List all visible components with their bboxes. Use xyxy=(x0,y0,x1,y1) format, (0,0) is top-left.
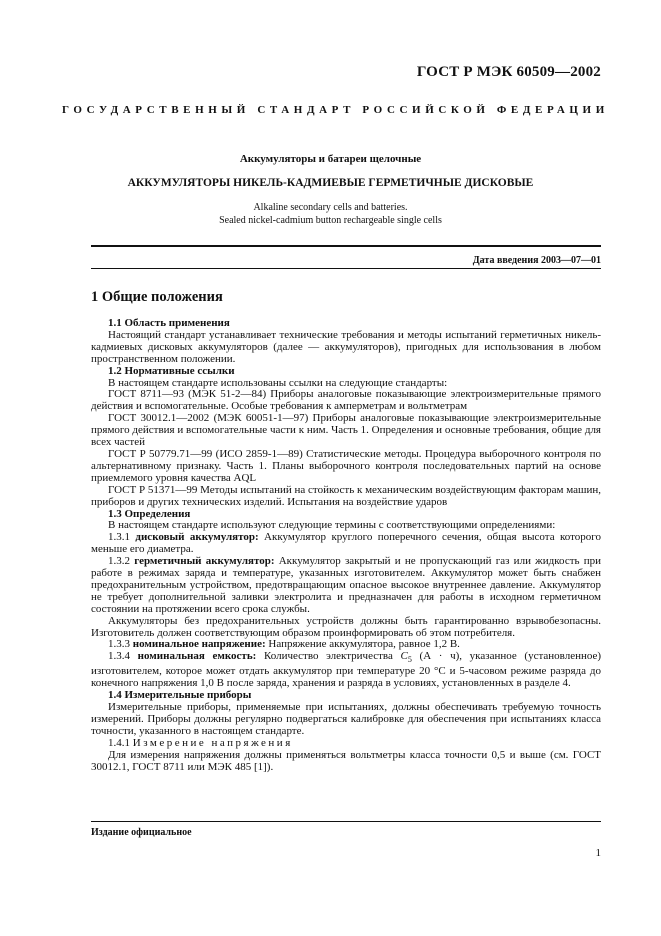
definition-text: Аккумулятор круглого поперечного сечения, общая высота которого меньше его диаметра. xyxy=(91,531,602,556)
date-divider xyxy=(91,268,601,269)
definition-text: Количество электричества xyxy=(263,650,393,663)
standard-number: ГОСТ Р МЭК 60509—2002 xyxy=(416,64,601,80)
english-title xyxy=(0,202,661,227)
subsection-heading-1-2: 1.2 Нормативные ссылки xyxy=(108,364,235,377)
section-heading: 1 Общие положения xyxy=(91,289,223,305)
capacity-subscript: 5 xyxy=(407,655,412,665)
english-title-line-2: Sealed nickel-cadmium button rechargeable single cells xyxy=(219,214,442,226)
definition-term: дисковый аккумулятор: xyxy=(135,531,259,544)
definition-number: 1.3.3 xyxy=(108,638,130,651)
reference-item: ГОСТ Р 50779.71—99 (ИСО 2859-1—89) Статистические методы. Процедура выборочного контроля по альтернативному признаку. Часть 1. Планы выборочного контроля последовательных партий на основе приемлемого уровня качества AQL xyxy=(91,447,601,484)
paragraph-definitions-intro: В настоящем стандарте используют следующие термины с соответствующими определениями: xyxy=(108,519,556,532)
paragraph-instruments: Измерительные приборы, применяемые при испытаниях, должны обеспечивать требуемую точность измерений. Приборы должны регулярно подвергаться калибровке для обеспечения при испытаниях класса точности, указанного в настоящем стандарте. xyxy=(91,701,601,737)
subsection-heading-1-1: 1.1 Область применения xyxy=(108,317,230,329)
definition-number: 1.3.2 xyxy=(108,555,130,568)
capacity-symbol: C xyxy=(400,650,408,663)
definition-term: номинальная емкость: xyxy=(137,650,257,663)
reference-item: ГОСТ Р 51371—99 Методы испытаний на стойкость к механическим воздействующим факторам машин, приборов и других технических изделий. Испытания на воздействие ударов xyxy=(91,483,601,508)
reference-item: ГОСТ 30012.1—2002 (МЭК 60051-1—97) Приборы аналоговые показывающие электроизмерительные прямого действия и вспомогательные части к ним. Часть 1. Определения и основные требования, общие для всех частей xyxy=(91,412,601,449)
definition-term: герметичный аккумулятор: xyxy=(134,555,275,568)
paragraph-voltage: Для измерения напряжения должны применяться вольтметры класса точности 0,5 и выше (см. ГОСТ 30012.1, ГОСТ 8711 или МЭК 485 [1]). xyxy=(91,748,601,773)
subsection-number: 1.4.1 xyxy=(108,736,130,749)
footer-divider xyxy=(91,821,601,822)
english-title-line-1: Alkaline secondary cells and batteries. xyxy=(253,202,408,213)
definition-number: 1.3.1 xyxy=(108,531,130,544)
subsection-heading-1-3: 1.3 Определения xyxy=(108,507,191,520)
definition-1-3-4 xyxy=(91,651,601,690)
definition-term: номинальное напряжение: xyxy=(132,638,266,651)
document-subtitle: Аккумуляторы и батареи щелочные xyxy=(239,153,422,165)
document-body xyxy=(91,318,601,774)
paragraph-note: Аккумуляторы без предохранительных устройств должны быть гарантированно взрывобезопасны. Изготовитель должен соответствующим образом проинформировать об этом потребителя. xyxy=(91,614,601,639)
document-title: АККУМУЛЯТОРЫ НИКЕЛЬ-КАДМИЕВЫЕ ГЕРМЕТИЧНЫЕ ДИСКОВЫЕ xyxy=(127,177,534,189)
subsection-title: Измерение напряжения xyxy=(132,736,293,749)
definition-text-cont: (А · ч), указанное (установленное) изготовителем, которое может отдать аккумулятор при температуре 20 °С и 5-часовом режиме разряда до конечного напряжения 1,0 В после заряда, хранения и разряда в условиях, установленных в разделе 4. xyxy=(91,650,602,690)
paragraph-refs-intro: В настоящем стандарте использованы ссылки на следующие стандарты: xyxy=(108,376,448,389)
introduction-date: Дата введения 2003—07—01 xyxy=(472,255,601,266)
subsection-heading-1-4: 1.4 Измерительные приборы xyxy=(108,689,252,702)
paragraph-scope: Настоящий стандарт устанавливает технические требования и методы испытаний герметичных никель-кадмиевых дисковых аккумуляторов (далее — аккумуляторов), пригодных для использования в любом пространственном положении. xyxy=(91,328,601,365)
definition-1-3-2 xyxy=(91,556,601,616)
definition-1-3-1 xyxy=(91,532,601,556)
title-divider xyxy=(91,245,601,247)
definition-text: Напряжение аккумулятора, равное 1,2 В. xyxy=(268,638,460,651)
page-number: 1 xyxy=(595,847,601,859)
definition-number: 1.3.4 xyxy=(108,650,130,663)
official-edition-label: Издание официальное xyxy=(91,827,192,838)
definition-text: Аккумулятор закрытый и не пропускающий газ или жидкость при работе в режимах заряда и температуре, указанных изготовителем. Аккумулятор может быть снабжен предохранительным устройством, предотвращающим опасное высокое внутреннее давление. Аккумулятор не требует дополнительной заливки электролита и предназначен для работы в исходном герметичном состоянии на протяжении всего срока службы. xyxy=(91,555,602,615)
reference-item: ГОСТ 8711—93 (МЭК 51-2—84) Приборы аналоговые показывающие электроизмерительные прямого действия и вспомогательные. Особые требования к амперметрам и вольтметрам xyxy=(91,388,601,413)
state-standard-banner: ГОСУДАРСТВЕННЫЙ СТАНДАРТ РОССИЙСКОЙ ФЕДЕРАЦИИ xyxy=(62,104,609,116)
